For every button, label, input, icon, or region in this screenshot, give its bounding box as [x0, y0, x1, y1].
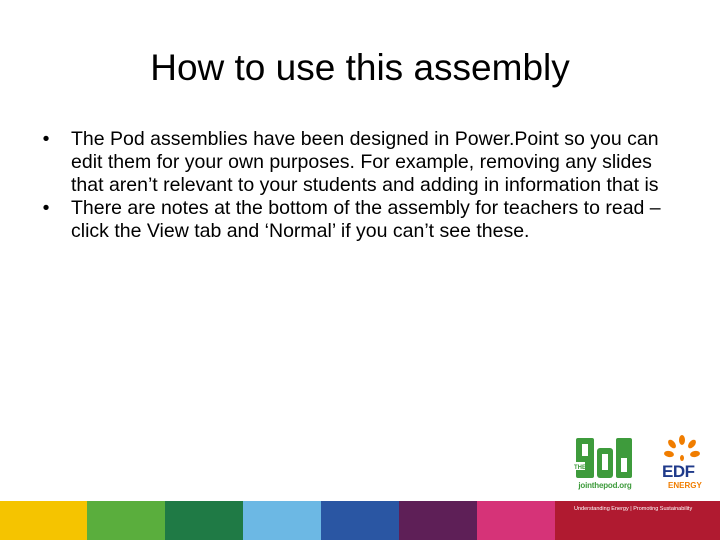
edf-energy-text: ENERGY [668, 481, 702, 490]
edf-letters: EDF [662, 462, 695, 481]
footer-segment [0, 501, 87, 540]
bullet-item [36, 197, 686, 243]
footer-segment [321, 501, 399, 540]
footer-segment [165, 501, 243, 540]
footer-segment [399, 501, 477, 540]
bullet-list [36, 128, 686, 243]
bullet-text: There are notes at the bottom of the assembly for teachers to read – click the View tab and ‘Normal’ if you can’t see these. [71, 197, 661, 242]
bullet-marker: • [42, 128, 50, 150]
bullet-item [36, 128, 686, 197]
footer-segment [87, 501, 165, 540]
footer-tagline: Understanding Energy | Promoting Sustainability [574, 506, 693, 512]
bullet-marker: • [42, 197, 50, 219]
footer-segment [477, 501, 555, 540]
pod-url-text: jointhepod.org [578, 481, 632, 490]
footer-segment [243, 501, 321, 540]
slide-title: How to use this assembly [150, 47, 570, 88]
svg-text:THE: THE [574, 465, 586, 471]
bullet-text: The Pod assemblies have been designed in Power.Point so you can edit them for your own purposes. For example, removing any slides that aren’t relevant to your students and adding in information that is [71, 128, 659, 196]
